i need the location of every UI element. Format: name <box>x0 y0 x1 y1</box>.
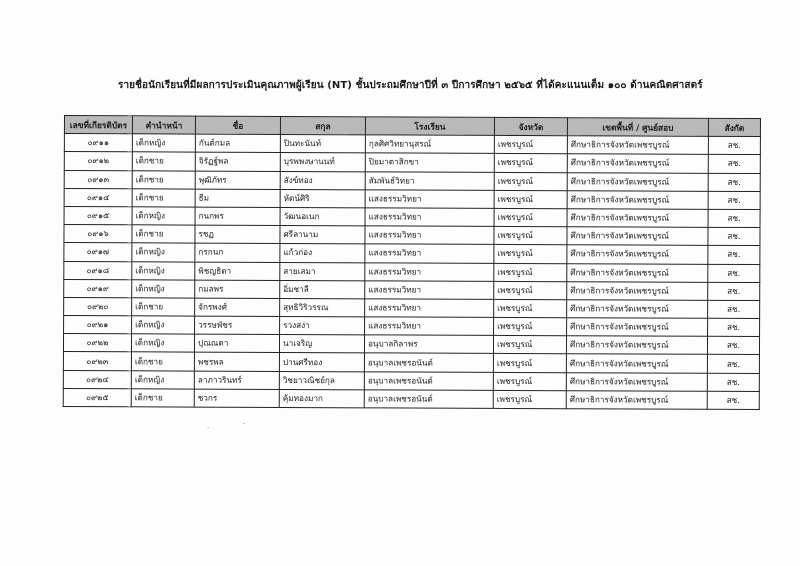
column-header-last-name: สกุล <box>280 116 365 135</box>
cell-certificate-no: ๐๙๒๒ <box>63 334 131 352</box>
cell-certificate-no: ๐๙๑๓ <box>64 170 132 188</box>
cell-province: เพชรบูรณ์ <box>494 281 567 300</box>
cell-affiliation: สช. <box>708 282 760 300</box>
cell-area-center: ศึกษาธิการจังหวัดเพชรบูรณ์ <box>567 318 708 337</box>
cell-area-center: ศึกษาธิการจังหวัดเพชรบูรณ์ <box>567 227 708 246</box>
cell-prefix: เด็กหญิง <box>131 334 194 352</box>
cell-prefix: เด็กหญิง <box>132 261 195 279</box>
cell-area-center: ศึกษาธิการจังหวัดเพชรบูรณ์ <box>566 354 707 373</box>
cell-prefix: เด็กชาย <box>131 352 194 370</box>
cell-area-center: ศึกษาธิการจังหวัดเพชรบูรณ์ <box>566 336 707 355</box>
cell-first-name: พิชญธิดา <box>195 262 280 281</box>
cell-affiliation: สช. <box>708 318 760 336</box>
cell-affiliation: สช. <box>708 136 760 154</box>
cell-school: อนุบาลกิลาพร <box>364 335 493 354</box>
cell-first-name: กรกนก <box>195 243 280 262</box>
cell-first-name: ชวกร <box>194 389 279 408</box>
document-title: รายชื่อนักเรียนที่มีผลการประเมินคุณภาพผู้เรียน (NT) ชั้นประถมศึกษาปีที่ ๓ ปีการศึกษา ๒๕๖๕ ที่ได้คะแนนเต็ม ๑๐๐ ด้านคณิตศาสตร์ <box>118 80 703 91</box>
cell-last-name: รวงสง่า <box>280 317 365 336</box>
column-header-certificate-no: เลขที่เกียรติบัตร <box>64 116 132 134</box>
cell-affiliation: สช. <box>707 373 759 391</box>
cell-affiliation: สช. <box>707 391 759 409</box>
cell-prefix: เด็กชาย <box>132 225 195 243</box>
cell-area-center: ศึกษาธิการจังหวัดเพชรบูรณ์ <box>567 300 708 319</box>
cell-last-name: แก้วก่อง <box>280 244 365 263</box>
cell-school: สัมพันธ์วิทยา <box>365 171 494 190</box>
cell-prefix: เด็กหญิง <box>132 279 195 297</box>
column-header-area-center: เขตพื้นที่ / ศูนย์สอบ <box>567 118 708 137</box>
cell-province: เพชรบูรณ์ <box>494 154 567 173</box>
cell-province: เพชรบูรณ์ <box>494 245 567 264</box>
cell-prefix: เด็กชาย <box>131 389 194 407</box>
cell-certificate-no: ๐๙๒๓ <box>63 352 131 370</box>
cell-first-name: วรรษพัชร <box>195 316 280 335</box>
cell-school: แสงธรรมวิทยา <box>365 244 494 263</box>
cell-first-name: จักรพงศ์ <box>195 298 280 317</box>
cell-area-center: ศึกษาธิการจังหวัดเพชรบูรณ์ <box>567 154 708 173</box>
cell-last-name: นาเจริญ <box>279 335 364 354</box>
cell-province: เพชรบูรณ์ <box>494 263 567 282</box>
cell-school: แสงธรรมวิทยา <box>365 262 494 281</box>
cell-certificate-no: ๐๙๒๐ <box>64 297 132 315</box>
column-header-prefix: คำนำหน้า <box>132 116 195 134</box>
cell-affiliation: สช. <box>708 191 760 209</box>
cell-school: แสงธรรมวิทยา <box>365 226 494 245</box>
cell-first-name: พุฒิภัทร <box>195 171 280 190</box>
cell-certificate-no: ๐๙๑๖ <box>64 225 132 243</box>
cell-certificate-no: ๐๙๑๙ <box>64 279 132 297</box>
cell-first-name: ธีม <box>195 189 280 208</box>
cell-certificate-no: ๐๙๒๔ <box>63 370 131 388</box>
cell-area-center: ศึกษาธิการจังหวัดเพชรบูรณ์ <box>566 391 707 410</box>
cell-last-name: บุรพพงษานนท์ <box>280 153 365 172</box>
cell-certificate-no: ๐๙๑๔ <box>64 188 132 206</box>
cell-school: ปิยมาตาสิกขา <box>365 153 494 172</box>
cell-province: เพชรบูรณ์ <box>493 390 566 409</box>
cell-certificate-no: ๐๙๑๗ <box>64 243 132 261</box>
cell-affiliation: สช. <box>708 264 760 282</box>
cell-last-name: ปินทะนันท์ <box>280 135 365 154</box>
cell-prefix: เด็กชาย <box>132 152 195 170</box>
cell-school: แสงธรรมวิทยา <box>365 317 494 336</box>
cell-last-name: วัฒนอเนก <box>280 207 365 226</box>
cell-school: อนุบาลเพชรอนันต์ <box>364 353 493 372</box>
cell-area-center: ศึกษาธิการจังหวัดเพชรบูรณ์ <box>567 136 708 155</box>
cell-affiliation: สช. <box>708 246 760 264</box>
cell-area-center: ศึกษาธิการจังหวัดเพชรบูรณ์ <box>567 281 708 300</box>
cell-area-center: ศึกษาธิการจังหวัดเพชรบูรณ์ <box>567 245 708 264</box>
cell-last-name: อิ่มชาลี <box>280 280 365 299</box>
cell-first-name: พชรพล <box>194 353 279 372</box>
cell-province: เพชรบูรณ์ <box>493 336 566 355</box>
cell-affiliation: สช. <box>707 355 759 373</box>
cell-province: เพชรบูรณ์ <box>494 299 567 318</box>
cell-last-name: สายเสมา <box>280 262 365 281</box>
cell-prefix: เด็กหญิง <box>132 316 195 334</box>
cell-certificate-no: ๐๙๑๕ <box>64 206 132 224</box>
cell-school: แสงธรรมวิทยา <box>365 208 494 227</box>
cell-prefix: เด็กหญิง <box>132 243 195 261</box>
cell-area-center: ศึกษาธิการจังหวัดเพชรบูรณ์ <box>567 263 708 282</box>
cell-last-name: ศรีลานาม <box>280 226 365 245</box>
cell-first-name: จิรัฏฐ์พล <box>195 152 280 171</box>
cell-province: เพชรบูรณ์ <box>494 190 567 209</box>
cell-province: เพชรบูรณ์ <box>494 208 567 227</box>
cell-area-center: ศึกษาธิการจังหวัดเพชรบูรณ์ <box>567 190 708 209</box>
cell-last-name: คุ้มทองมาก <box>279 389 364 408</box>
cell-school: แสงธรรมวิทยา <box>365 281 494 300</box>
table-row <box>63 388 759 409</box>
cell-province: เพชรบูรณ์ <box>494 317 567 336</box>
column-header-affiliation: สังกัด <box>708 118 760 136</box>
cell-last-name: สุทธิวิริวรรณ <box>280 298 365 317</box>
table-body <box>63 134 760 410</box>
cell-last-name: หัตน์ศิริ <box>280 189 365 208</box>
cell-school: แสงธรรมวิทยา <box>365 190 494 209</box>
cell-certificate-no: ๐๙๒๑ <box>64 316 132 334</box>
cell-first-name: กนกพร <box>195 207 280 226</box>
cell-school: อนุบาลเพชรอนันต์ <box>364 390 493 409</box>
cell-prefix: เด็กหญิง <box>132 134 195 152</box>
cell-first-name: ปุณณดา <box>194 334 279 353</box>
cell-province: เพชรบูรณ์ <box>493 372 566 391</box>
cell-prefix: เด็กหญิง <box>131 370 194 388</box>
cell-area-center: ศึกษาธิการจังหวัดเพชรบูรณ์ <box>567 209 708 228</box>
cell-province: เพชรบูรณ์ <box>494 172 567 191</box>
cell-province: เพชรบูรณ์ <box>494 136 567 155</box>
cell-area-center: ศึกษาธิการจังหวัดเพชรบูรณ์ <box>566 372 707 391</box>
cell-affiliation: สช. <box>707 337 759 355</box>
cell-affiliation: สช. <box>708 227 760 245</box>
cell-affiliation: สช. <box>708 155 760 173</box>
cell-first-name: รชฏ <box>195 225 280 244</box>
cell-prefix: เด็กชาย <box>132 170 195 188</box>
cell-area-center: ศึกษาธิการจังหวัดเพชรบูรณ์ <box>567 172 708 191</box>
cell-affiliation: สช. <box>708 300 760 318</box>
column-header-school: โรงเรียน <box>365 117 494 136</box>
cell-certificate-no: ๐๙๑๒ <box>64 152 132 170</box>
cell-last-name: วิชยาวณิชย์กุล <box>279 371 364 390</box>
cell-affiliation: สช. <box>708 209 760 227</box>
cell-school: แสงธรรมวิทยา <box>365 299 494 318</box>
cell-certificate-no: ๐๙๒๕ <box>63 388 131 406</box>
scan-mark: · <box>207 424 210 432</box>
scan-mark: · <box>243 420 246 428</box>
cell-province: เพชรบูรณ์ <box>493 354 566 373</box>
cell-first-name: ลาภาวรินทร์ <box>194 371 279 390</box>
cell-certificate-no: ๐๙๑๘ <box>64 261 132 279</box>
cell-last-name: ปานศรีทอง <box>279 353 364 372</box>
cell-prefix: เด็กหญิง <box>132 207 195 225</box>
cell-school: อนุบาลเพชรอนันต์ <box>364 371 493 390</box>
student-table <box>63 115 761 410</box>
cell-first-name: กันต์กมล <box>195 134 280 153</box>
cell-prefix: เด็กชาย <box>132 298 195 316</box>
cell-first-name: กมลพร <box>195 280 280 299</box>
column-header-province: จังหวัด <box>494 117 567 136</box>
cell-last-name: สังข์ทอง <box>280 171 365 190</box>
cell-prefix: เด็กชาย <box>132 189 195 207</box>
cell-certificate-no: ๐๙๑๑ <box>64 134 132 152</box>
cell-affiliation: สช. <box>708 173 760 191</box>
cell-school: กุลศิศวิทยานุสรณ์ <box>365 135 494 154</box>
column-header-first-name: ชื่อ <box>195 116 280 135</box>
cell-province: เพชรบูรณ์ <box>494 227 567 246</box>
